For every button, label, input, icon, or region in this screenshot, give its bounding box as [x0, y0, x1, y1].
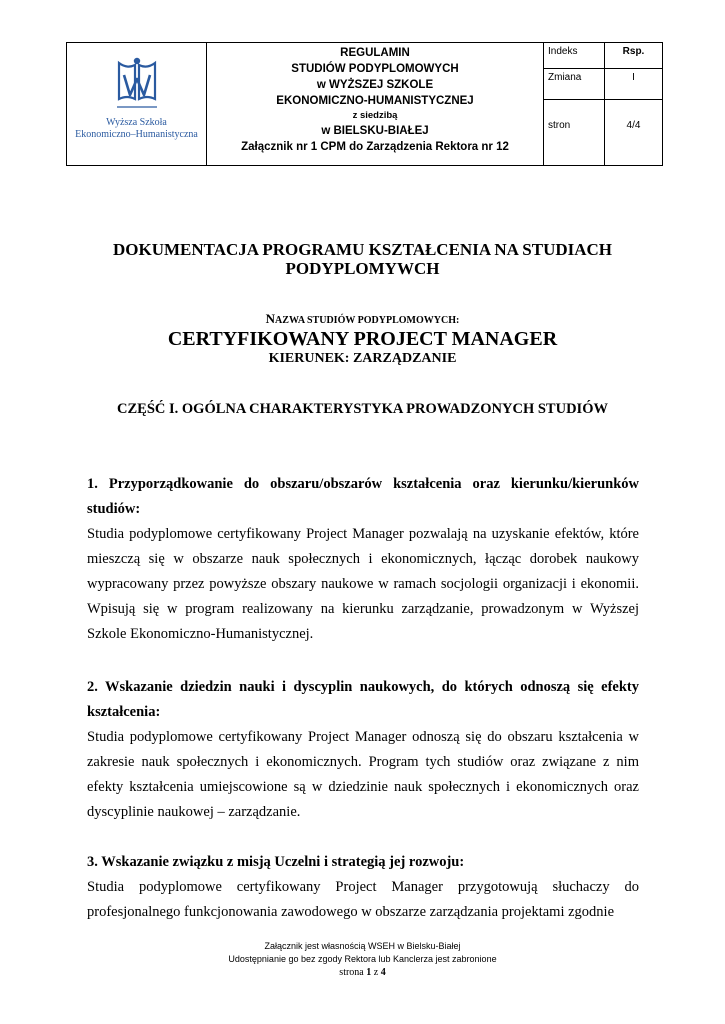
document-header: [66, 42, 663, 166]
title-line-2: STUDIÓW PODYPLOMOWYCH: [291, 63, 459, 75]
pages-label: stron: [544, 100, 605, 166]
program-label-rest: AZWA STUDIÓW PODYPLOMOWYCH:: [275, 315, 460, 326]
page-number: [60, 966, 665, 980]
section-2: [87, 675, 639, 825]
logo-line-2: Ekonomiczno–Humanistyczna: [75, 129, 198, 140]
page-total: 4: [380, 967, 386, 978]
program-name: CERTYFIKOWANY PROJECT MANAGER: [167, 328, 558, 350]
document-title: DOKUMENTACJA PROGRAMU KSZTAŁCENIA NA STUDIACH PODYPLOMYWCH: [112, 240, 613, 278]
title-line-1: REGULAMIN: [340, 47, 410, 59]
logo-cell: [67, 43, 207, 166]
index-value: Rsp.: [605, 43, 663, 69]
section-2-body: Studia podyplomowe certyfikowany Project Manager odnoszą się do obszaru kształcenia w zakresie nauk społecznych i ekonomicznych. Program tych studiów oraz związane z nim efekty kształcenia umiejscowione są w dziedzinie nauk społecznych i ekonomicznych oraz dyscyplinie naukowej – zarządzanie.: [87, 729, 639, 820]
title-line-3: w WYŻSZEJ SZKOLE: [316, 79, 434, 91]
page-prefix: strona: [339, 967, 364, 978]
index-label: Indeks: [544, 43, 605, 69]
regulation-title-cell: [207, 43, 544, 166]
section-3-body: Studia podyplomowe certyfikowany Project Manager przygotowują słuchaczy do profesjonalnego funkcjonowania zawodowego w obszarze zarządzania projektami zgodnie: [87, 879, 639, 920]
section-1-body: Studia podyplomowe certyfikowany Project Manager pozwalają na uzyskanie efektów, które mieszczą się w obszarze nauk społecznych i ekonomicznych, łącząc dorobek naukowy wypracowany przez powyższe obszary naukowe w ramach socjologii organizacji i ekonomii. Wpisują się w program realizowany na kierunku zarządzanie, prowadzonym w Wyższej Szkole Ekonomiczno-Humanistycznej.: [87, 526, 639, 642]
program-name-label: [60, 311, 665, 327]
section-1: [87, 472, 639, 647]
university-logo-icon: [115, 55, 159, 113]
change-label: Zmiana: [544, 69, 605, 100]
pages-value: 4/4: [605, 100, 663, 166]
part-title: CZĘŚĆ I. OGÓLNA CHARAKTERYSTYKA PROWADZONYCH STUDIÓW: [117, 401, 608, 417]
section-3-heading: 3. Wskazanie związku z misją Uczelni i strategią jej rozwoju:: [87, 854, 465, 870]
title-line-4: EKONOMICZNO-HUMANISTYCZNEJ: [276, 95, 474, 107]
footer-ownership-note: Załącznik jest własnością WSEH w Bielsku-Białej: [264, 941, 461, 951]
section-1-heading: 1. Przyporządkowanie do obszaru/obszarów kształcenia oraz kierunku/kierunków studiów:: [87, 476, 639, 517]
footer-sharing-note: Udostępnianie go bez zgody Rektora lub Kanclerza jest zabronione: [228, 954, 497, 964]
program-direction: KIERUNEK: ZARZĄDZANIE: [268, 351, 457, 366]
page-current: 1: [366, 967, 372, 978]
change-value: I: [605, 69, 663, 100]
page-footer: [60, 940, 665, 980]
section-3: [87, 850, 639, 925]
title-line-annex: Załącznik nr 1 CPM do Zarządzenia Rektora nr 12: [241, 141, 509, 153]
section-2-heading: 2. Wskazanie dziedzin nauki i dyscyplin naukowych, do których odnoszą się efekty kształcenia:: [87, 679, 639, 720]
page-separator: z: [373, 967, 379, 978]
title-line-5: z siedzibą: [352, 110, 398, 121]
program-label-initial: N: [265, 311, 276, 326]
logo-line-1: Wyższa Szkoła: [106, 117, 167, 128]
title-line-6: w BIELSKU-BIAŁEJ: [321, 125, 429, 137]
